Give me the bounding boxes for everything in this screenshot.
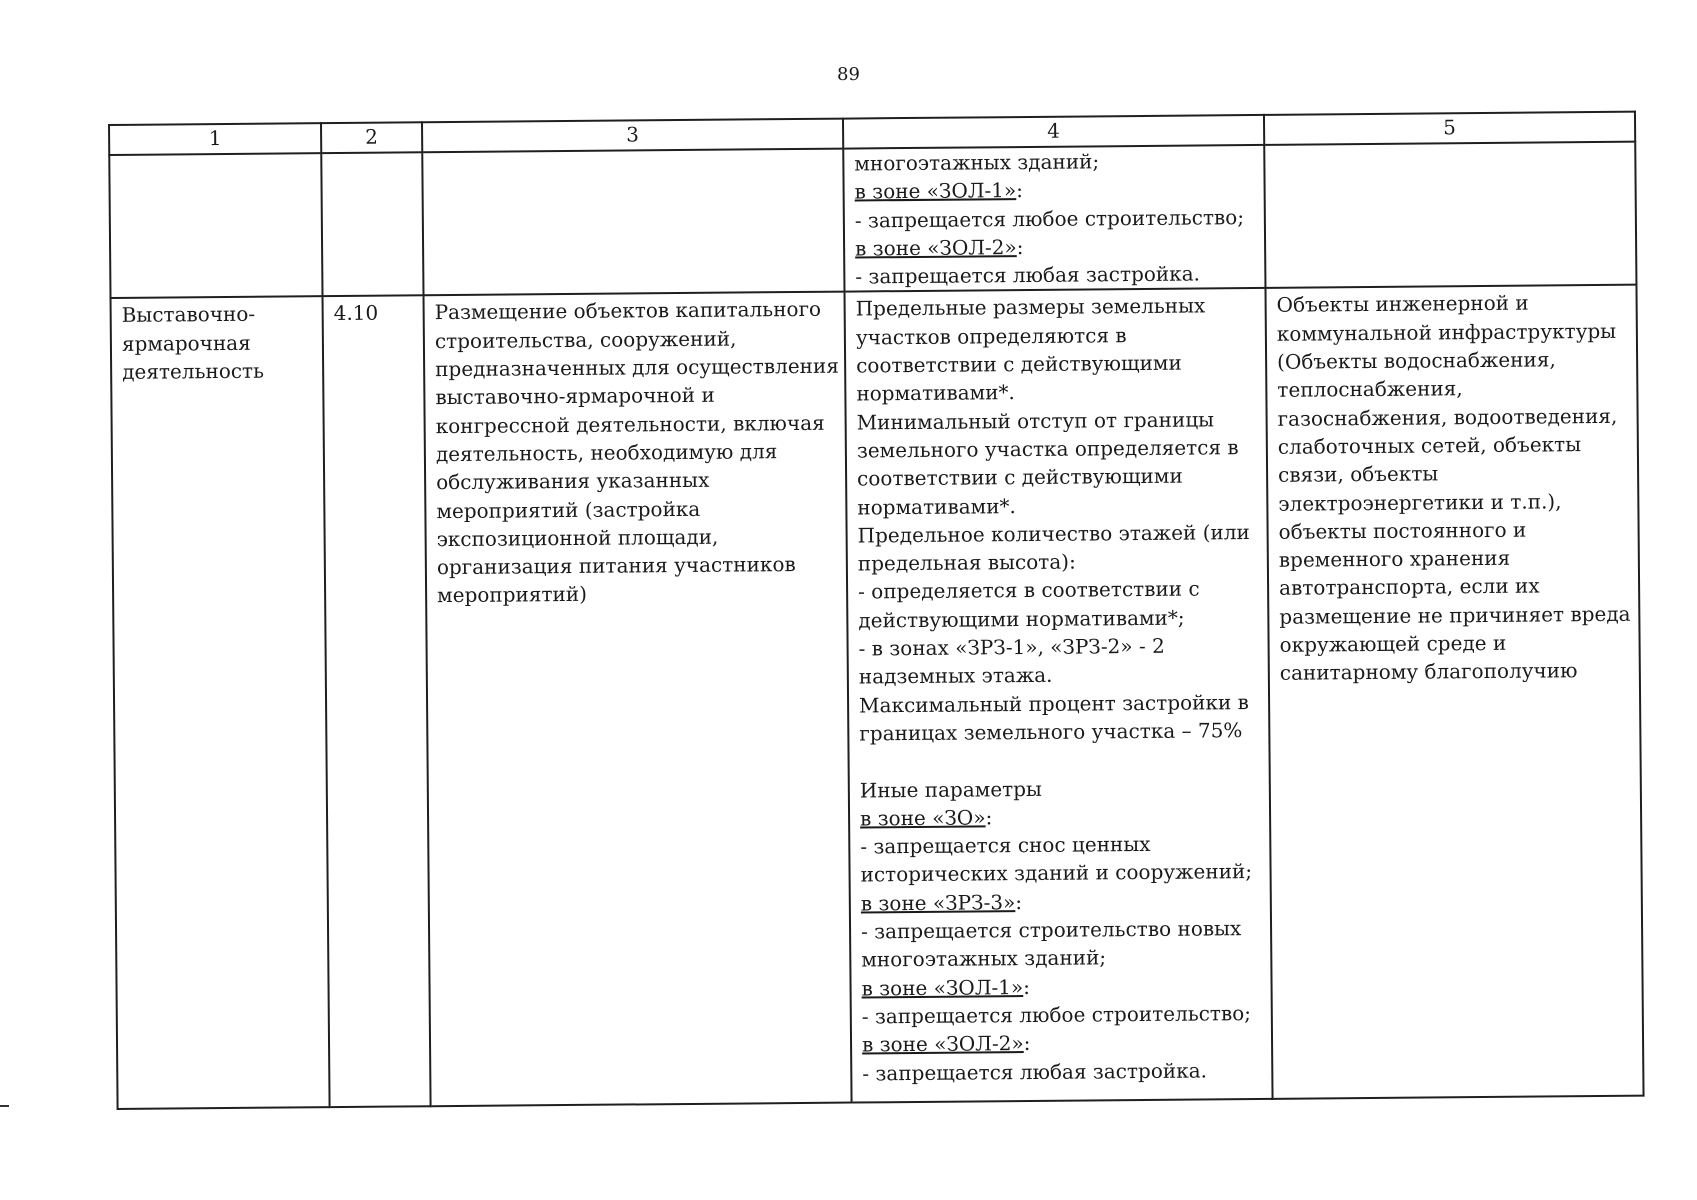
text-line	[855, 231, 1254, 263]
text-line: конгрессной деятельности, включая	[435, 410, 825, 438]
text-line: нормативами*.	[856, 380, 1015, 406]
text-line: многоэтажных зданий;	[861, 945, 1107, 972]
text-line: надземных этажа.	[858, 663, 1053, 689]
header-cell-5: 5	[1264, 112, 1635, 145]
cell-auxiliary-uses	[1265, 285, 1643, 1099]
text-line: - запрещается снос ценных	[860, 832, 1151, 859]
cell-description	[424, 292, 852, 1106]
text-line: выставочно-ярмарочной и	[435, 383, 715, 410]
text-line: - запрещается любое строительство;	[854, 204, 1245, 233]
text-line: предназначенных для осуществления	[435, 353, 839, 382]
zone-label-suffix: :	[985, 805, 993, 830]
text-line	[860, 801, 1259, 833]
text-line: многоэтажных зданий;	[854, 149, 1100, 176]
text-line: экспозиционной площади,	[436, 524, 719, 552]
text-line: Иные параметры	[859, 776, 1042, 802]
zone-label-suffix: :	[1015, 889, 1023, 914]
text-line: Размещение объектов капитального	[434, 297, 822, 325]
text-line	[854, 174, 1253, 206]
text-line: участков определяются в	[855, 322, 1127, 350]
zone-label: в зоне «ЗРЗ-3»	[860, 889, 1016, 916]
zone-label-suffix: :	[1023, 1031, 1031, 1056]
text-line: Предельные размеры земельных	[855, 293, 1206, 321]
text-line: границах земельного участка – 75%	[859, 718, 1243, 746]
header-cell-3: 3	[422, 119, 843, 153]
text-line: строительства, сооружений,	[434, 326, 737, 353]
text-line: объекты постоянного и	[1278, 517, 1527, 544]
text-line: мероприятий (застройка	[436, 496, 701, 523]
text-line: обслуживания указанных	[436, 468, 710, 495]
margin-mark	[0, 1105, 9, 1107]
text-line: газоснабжения, водоотведения,	[1277, 403, 1618, 431]
parameter-lines	[854, 146, 1254, 291]
text-line: исторических зданий и сооружений;	[860, 859, 1253, 887]
text-line: предельная высота):	[857, 549, 1076, 576]
text-line: размещение не причиняет вреда	[1279, 601, 1631, 629]
text-line: - запрещается любое строительство;	[861, 1000, 1252, 1029]
cell-parameters	[844, 288, 1272, 1102]
text-line: Предельное количество этажей (или	[857, 519, 1250, 548]
header-cell-2: 2	[321, 122, 422, 153]
regulations-table	[108, 111, 1645, 1110]
text-line: ярмарочная	[121, 330, 251, 356]
zone-label: в зоне «ЗОЛ-1»	[854, 178, 1017, 204]
cell-col3	[422, 149, 844, 296]
cell-col4	[843, 145, 1265, 292]
cell-col1	[109, 153, 322, 298]
text-line: временного хранения	[1278, 545, 1511, 572]
text-line: связи, объекты	[1278, 461, 1439, 488]
text-line: деятельность, необходимую для	[435, 439, 778, 467]
text-line: соответствии с действующими	[857, 463, 1183, 491]
zone-label-suffix: :	[1016, 234, 1024, 259]
text-line: автотранспорта, если их	[1278, 573, 1540, 601]
zone-label: в зоне «ЗОЛ-2»	[861, 1031, 1024, 1057]
blank-line	[859, 744, 1258, 776]
zone-label: в зоне «ЗОЛ-1»	[861, 974, 1024, 1001]
text-line: - запрещается строительство новых	[860, 916, 1242, 944]
text-line: Минимальный отступ от границы	[856, 407, 1215, 435]
cell-code: 4.10	[323, 296, 431, 1107]
text-line: соответствии с действующими	[856, 350, 1182, 378]
cell-col2	[321, 152, 423, 296]
text-line	[861, 971, 1260, 1003]
text-line: - определяется в соответствии с	[858, 576, 1200, 604]
text-line: окружающей среде и	[1279, 630, 1507, 657]
text-line: Выставочно-	[121, 302, 256, 328]
text-line: мероприятий)	[437, 582, 588, 608]
header-cell-1: 1	[109, 123, 321, 155]
text-line: - в зонах «ЗРЗ-1», «ЗРЗ-2» - 2	[858, 633, 1165, 661]
parameter-lines	[856, 291, 1262, 1087]
zone-label-suffix: :	[1023, 974, 1031, 999]
text-line: Максимальный процент застройки в	[858, 689, 1249, 718]
zone-label: в зоне «ЗОЛ-2»	[855, 234, 1017, 261]
table-row	[109, 142, 1636, 299]
page-number: 89	[837, 64, 860, 85]
text-line: теплоснабжения,	[1277, 376, 1463, 403]
zone-label: в зоне «ЗО»	[859, 805, 986, 831]
text-line: деятельность	[122, 358, 265, 384]
text-line: коммунальной инфраструктуры	[1276, 318, 1617, 346]
text-line	[861, 886, 1260, 918]
text-line: организация питания участников	[436, 552, 796, 580]
text-line: - запрещается любая застройка.	[855, 261, 1201, 289]
description-lines	[435, 295, 837, 610]
text-line: земельного участка определяется в	[856, 435, 1239, 463]
text-line: Объекты инженерной и	[1276, 291, 1529, 318]
regulations-table-wrapper	[108, 111, 1643, 1110]
zone-label-suffix: :	[1016, 178, 1024, 203]
table-row	[111, 285, 1644, 1109]
text-line	[862, 1027, 1261, 1059]
text-line: электроэнергетики и т.п.),	[1278, 488, 1562, 516]
text-line: слаботочных сетей, объекты	[1277, 432, 1582, 459]
activity-name-lines	[122, 300, 313, 387]
text-line: санитарному благополучию	[1279, 658, 1578, 686]
text-line: нормативами*.	[857, 493, 1016, 520]
text-line: действующими нормативами*;	[858, 605, 1185, 633]
header-cell-4: 4	[843, 115, 1264, 149]
text-line: (Объекты водоснабжения,	[1277, 347, 1556, 374]
text-line: - запрещается любая застройка.	[862, 1057, 1208, 1085]
auxiliary-lines	[1277, 288, 1629, 687]
cell-col5	[1264, 142, 1636, 289]
cell-activity-name	[111, 297, 330, 1109]
